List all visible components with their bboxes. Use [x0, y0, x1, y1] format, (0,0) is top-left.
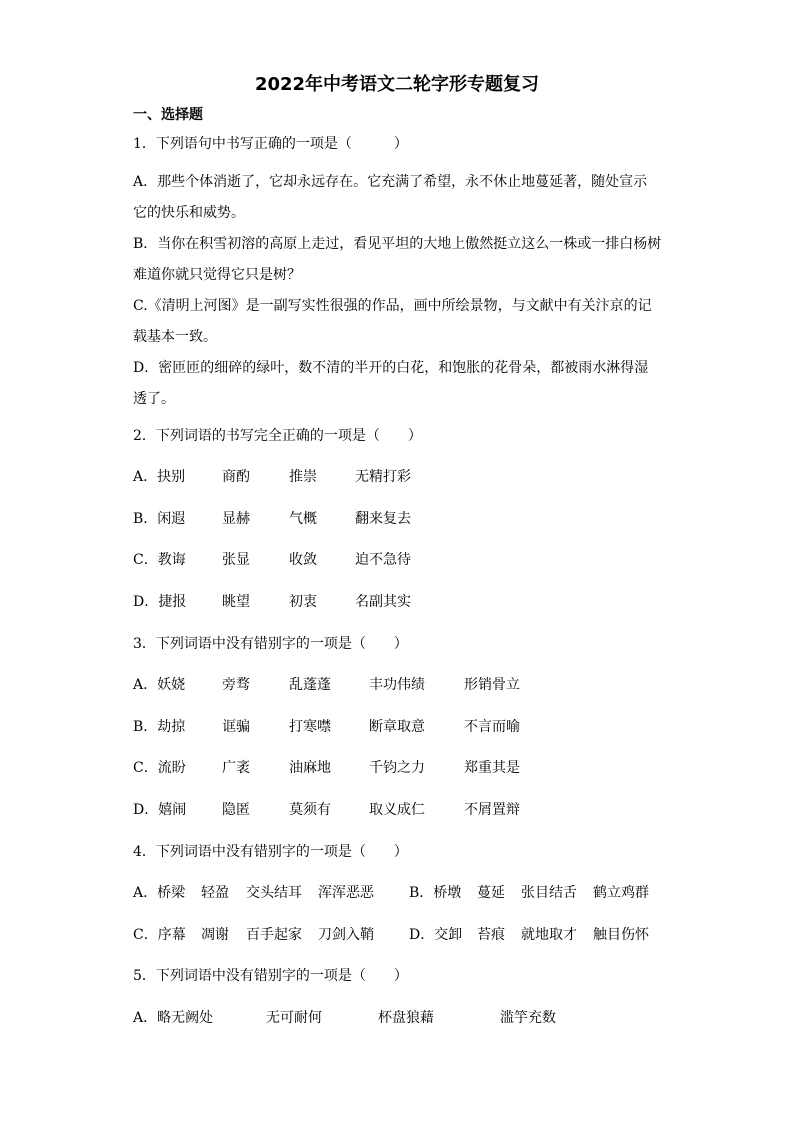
q4-row2-word-4: 刀剑入鞘 [318, 927, 374, 943]
q5-a-word-4: 滥竽充数 [500, 1010, 556, 1026]
q4-row2-word-1: C．序幕 [133, 927, 186, 943]
question-1-option-c-cont: 载基本一致。 [133, 329, 217, 345]
q2-b-word-3: 气概 [289, 511, 317, 527]
question-5-stem: 5．下列词语中没有错别字的一项是（ ） [133, 968, 408, 984]
q3-c-word-2: 广袤 [222, 760, 250, 776]
q4-row2-word-3: 百手起家 [246, 927, 302, 943]
question-1-option-d-cont: 透了。 [133, 391, 175, 407]
question-2-stem: 2．下列词语的书写完全正确的一项是（ ） [133, 428, 422, 444]
q5-a-word-1: A．略无阙处 [133, 1010, 214, 1026]
q4-row2-word-7: 就地取才 [521, 927, 577, 943]
question-1-stem: 1．下列语句中书写正确的一项是（ ） [133, 136, 408, 152]
q4-row1-word-2: 轻盈 [201, 885, 229, 901]
q3-a-word-1: A．妖娆 [133, 677, 186, 693]
question-1-option-c: C.《清明上河图》是一副写实性很强的作品，画中所绘景物，与文献中有关汴京的记 [133, 298, 652, 314]
q2-c-word-4: 迫不急待 [355, 552, 411, 568]
question-1-option-b-cont: 难道你就只觉得它只是树？ [133, 267, 301, 283]
q4-row2-word-8: 触目伤怀 [593, 927, 649, 943]
q2-a-word-2: 商酌 [222, 469, 250, 485]
q3-a-word-5: 形销骨立 [464, 677, 520, 693]
question-1-option-d: D．密匝匝的细碎的绿叶，数不清的半开的白花，和饱胀的花骨朵，都被雨水淋得湿 [133, 360, 649, 376]
question-3-stem: 3．下列词语中没有错别字的一项是（ ） [133, 636, 408, 652]
q2-c-word-3: 收敛 [289, 552, 317, 568]
q5-a-word-3: 杯盘狼藉 [378, 1010, 434, 1026]
section-heading: 一、选择题 [133, 107, 203, 123]
q4-row1-word-6: 蔓延 [477, 885, 505, 901]
q2-b-word-2: 显赫 [222, 511, 250, 527]
q3-d-word-4: 取义成仁 [369, 802, 425, 818]
q5-a-word-2: 无可耐何 [266, 1010, 322, 1026]
q4-row2-word-5: D．交卸 [409, 927, 463, 943]
q3-c-word-3: 油麻地 [289, 760, 331, 776]
q3-a-word-3: 乱蓬蓬 [289, 677, 331, 693]
q2-d-word-4: 名副其实 [355, 594, 411, 610]
q4-row2-word-2: 凋谢 [201, 927, 229, 943]
q2-a-word-1: A．抉别 [133, 469, 186, 485]
q3-b-word-2: 诓骗 [222, 719, 250, 735]
q3-b-word-3: 打寒噤 [289, 719, 331, 735]
question-1-option-a: A．那些个体消逝了，它却永远存在。它充满了希望，永不休止地蔓延著，随处宣示 [133, 174, 648, 190]
q4-row1-word-5: B．桥墩 [409, 885, 462, 901]
q2-b-word-1: B．闲遐 [133, 511, 186, 527]
q2-d-word-1: D．捷报 [133, 594, 187, 610]
q2-d-word-3: 初衷 [289, 594, 317, 610]
question-1-option-a-cont: 它的快乐和威势。 [133, 205, 245, 221]
q4-row1-word-1: A．桥梁 [133, 885, 186, 901]
page-title: 2022年中考语文二轮字形专题复习 [254, 74, 540, 95]
q2-a-word-4: 无精打彩 [355, 469, 411, 485]
q2-c-word-2: 张显 [222, 552, 250, 568]
q3-b-word-4: 断章取意 [369, 719, 425, 735]
q4-row1-word-4: 浑浑恶恶 [318, 885, 374, 901]
q2-d-word-2: 眺望 [222, 594, 250, 610]
q4-row1-word-8: 鹤立鸡群 [593, 885, 649, 901]
q3-a-word-2: 旁骛 [222, 677, 250, 693]
q3-d-word-1: D．嬉闹 [133, 802, 187, 818]
q2-c-word-1: C．教诲 [133, 552, 186, 568]
q3-c-word-1: C．流盼 [133, 760, 186, 776]
q4-row1-word-7: 张目结舌 [521, 885, 577, 901]
question-4-stem: 4．下列词语中没有错别字的一项是（ ） [133, 844, 408, 860]
q3-c-word-5: 郑重其是 [464, 760, 520, 776]
q3-d-word-2: 隐匿 [222, 802, 250, 818]
q3-d-word-5: 不屑置辩 [464, 802, 520, 818]
q4-row1-word-3: 交头结耳 [246, 885, 302, 901]
q3-a-word-4: 丰功伟绩 [369, 677, 425, 693]
q2-a-word-3: 推崇 [289, 469, 317, 485]
q2-b-word-4: 翻来复去 [355, 511, 411, 527]
question-1-option-b: B．当你在积雪初溶的高原上走过，看见平坦的大地上傲然挺立这么一株或一排白杨树 [133, 236, 662, 252]
q3-b-word-5: 不言而喻 [464, 719, 520, 735]
q4-row2-word-6: 苔痕 [477, 927, 505, 943]
q3-b-word-1: B．劫掠 [133, 719, 186, 735]
q3-d-word-3: 莫须有 [289, 802, 331, 818]
q3-c-word-4: 千钧之力 [369, 760, 425, 776]
